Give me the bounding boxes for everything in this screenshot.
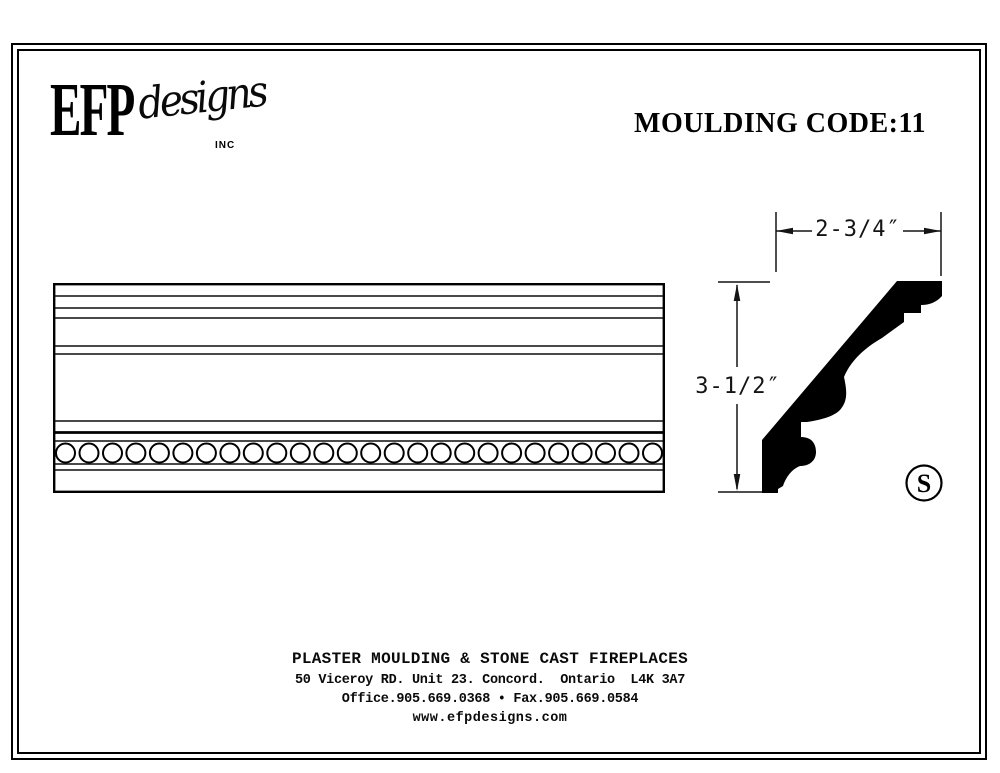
bead-circle	[620, 444, 639, 463]
bead-circle	[432, 444, 451, 463]
bead-circle	[502, 444, 521, 463]
bead-circle	[314, 444, 333, 463]
section-symbol-badge	[907, 466, 942, 501]
bead-circle	[526, 444, 545, 463]
bead-circle	[103, 444, 122, 463]
footer-address-line: 50 Viceroy RD. Unit 23. Concord. Ontario L4K 3A7	[294, 673, 686, 688]
arrow-down-icon	[734, 474, 741, 491]
logo-designs-script: designs	[135, 66, 268, 130]
bead-circle	[267, 444, 286, 463]
bead-circle	[220, 444, 239, 463]
section-profile-drawing	[690, 195, 970, 510]
bead-circle	[385, 444, 404, 463]
bead-circle	[150, 444, 169, 463]
bead-circle	[56, 444, 75, 463]
footer-company-line: PLASTER MOULDING & STONE CAST FIREPLACES	[291, 650, 689, 668]
front-elevation-drawing	[53, 283, 665, 493]
bead-circle	[244, 444, 263, 463]
height-dim-label: 3-1/2″	[695, 374, 781, 399]
bead-circle	[361, 444, 380, 463]
moulding-code-title: MOULDING CODE:11	[634, 108, 926, 139]
bead-circle	[408, 444, 427, 463]
footer-address-block	[0, 650, 980, 726]
bead-circle	[479, 444, 498, 463]
bead-row	[56, 444, 662, 463]
bead-circle	[197, 444, 216, 463]
bead-circle	[126, 444, 145, 463]
bead-circle	[549, 444, 568, 463]
logo-inc-text: INC	[215, 140, 236, 151]
elevation-outline	[54, 284, 664, 492]
company-logo	[50, 66, 270, 158]
bead-circle	[573, 444, 592, 463]
bead-circle	[455, 444, 474, 463]
bead-circle	[80, 444, 99, 463]
bead-circle	[643, 444, 662, 463]
arrow-right-icon	[924, 228, 941, 235]
bead-circle	[596, 444, 615, 463]
crown-profile-shape	[762, 281, 942, 493]
arrow-up-icon	[734, 284, 741, 301]
width-dim-label: 2-3/4″	[815, 217, 901, 242]
elevation-moulding-lines	[55, 296, 663, 470]
logo-efp-text: EFP	[50, 68, 134, 152]
bead-circle	[338, 444, 357, 463]
footer-website-line: www.efpdesigns.com	[412, 711, 568, 726]
bead-circle	[173, 444, 192, 463]
bead-circle	[291, 444, 310, 463]
arrow-left-icon	[776, 228, 793, 235]
footer-phone-line: Office.905.669.0368 • Fax.905.669.0584	[341, 692, 639, 707]
section-symbol: S	[916, 469, 932, 498]
